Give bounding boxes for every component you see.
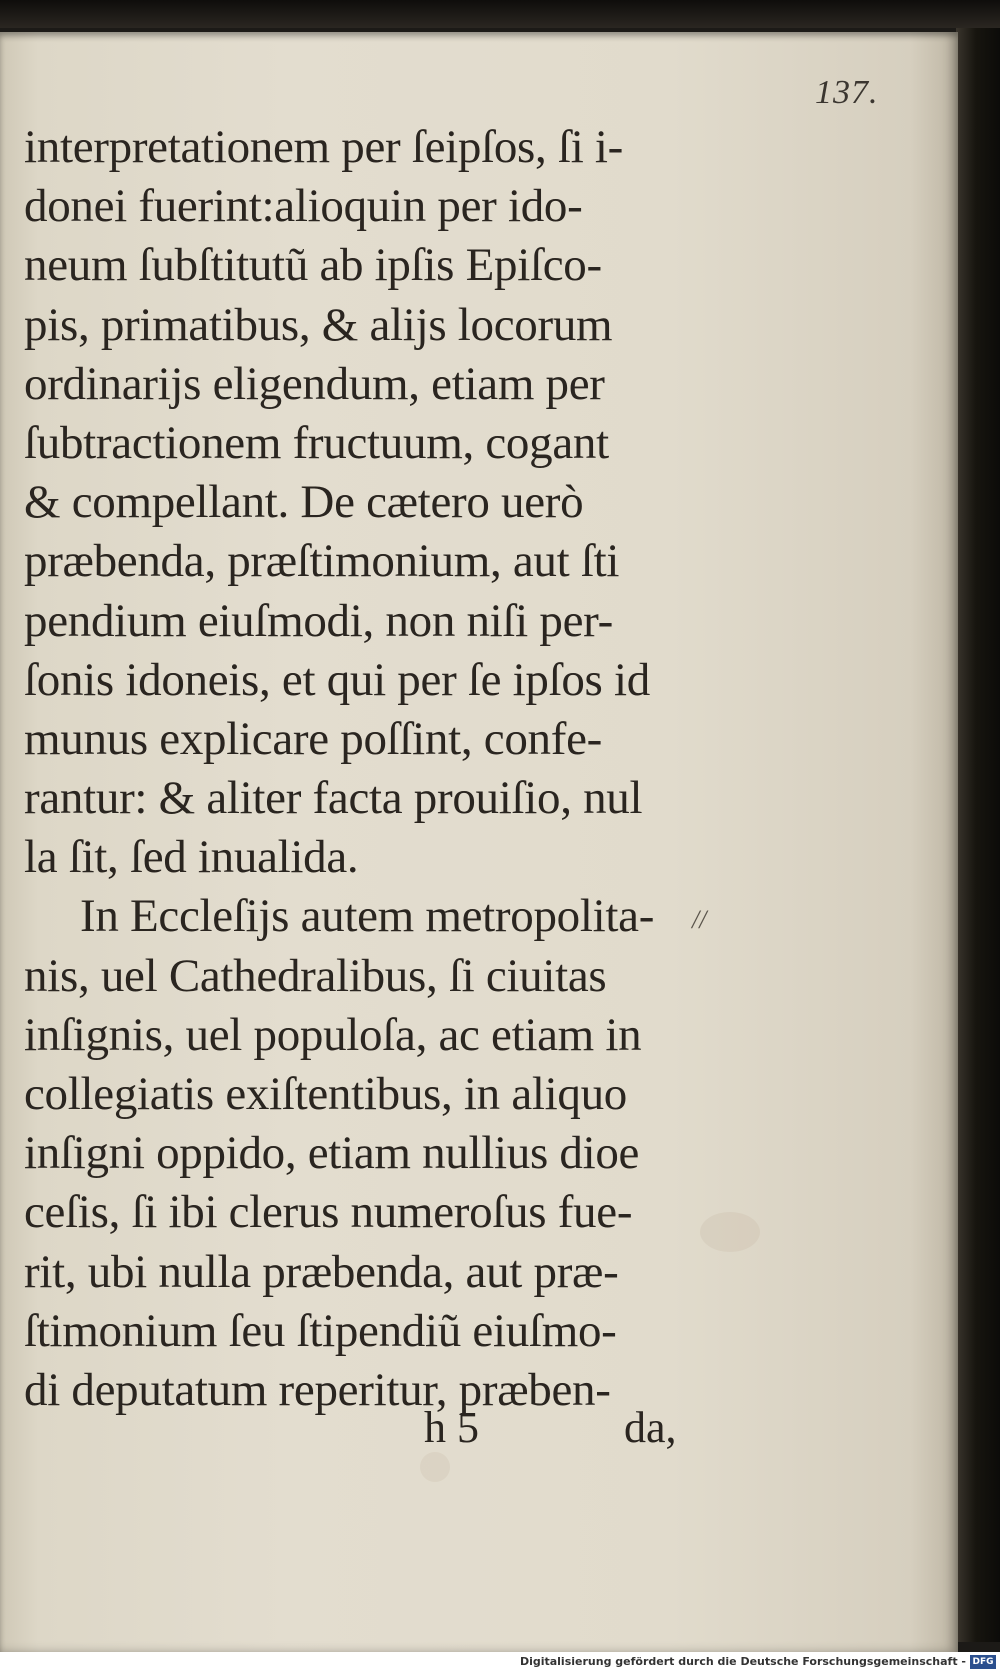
text-line: rantur: & aliter facta prouiſio, nul bbox=[24, 772, 643, 825]
text-line: præbenda, præſtimonium, aut ſti bbox=[24, 535, 620, 588]
text-line: nis, uel Cathedralibus, ſi ciuitas bbox=[24, 949, 607, 1002]
text-line: interpretationem per ſeipſos, ſi i- bbox=[24, 121, 624, 173]
text-line: ſubtractionem fructuum, cogant bbox=[24, 416, 609, 469]
body-text bbox=[24, 118, 707, 1420]
folio-number: 137. bbox=[815, 74, 879, 111]
text-line-paragraph-start: In Eccleſijs autem metropolita- bbox=[80, 890, 655, 943]
funding-credit: Digitalisierung gefördert durch die Deutsche Forschungsgemeinschaft - bbox=[519, 1655, 966, 1668]
text-line: di deputatum reperitur, præben- bbox=[24, 1363, 611, 1416]
text-line: ſtimonium ſeu ſtipendiũ eiuſmo- bbox=[24, 1304, 617, 1357]
text-line: & compellant. De cætero uerò bbox=[24, 476, 584, 529]
text-line: munus explicare poſſint, confe- bbox=[24, 712, 603, 765]
scan-top-border bbox=[0, 0, 1000, 28]
catchline bbox=[24, 1402, 704, 1462]
text-line: ſonis idoneis, et qui per ſe ipſos id bbox=[24, 653, 650, 706]
text-line: collegiatis exiſtentibus, in aliquo bbox=[24, 1068, 628, 1120]
text-line: inſignis, uel populoſa, ac etiam in bbox=[24, 1008, 642, 1061]
text-line: ordinarijs eligendum, etiam per bbox=[24, 357, 605, 410]
text-line: donei fuerint:alioquin per ido- bbox=[24, 180, 583, 233]
digitization-footer bbox=[0, 1652, 1000, 1674]
text-line: neum ſubſtitutũ ab ipſis Epiſco- bbox=[24, 239, 602, 292]
book-edge-shadow bbox=[956, 28, 1000, 1642]
text-line: ceſis, ſi ibi clerus numeroſus fue- bbox=[24, 1186, 633, 1239]
text-line: la ſit, ſed inualida. bbox=[24, 831, 359, 884]
text-line: rit, ubi nulla præbenda, aut præ- bbox=[24, 1245, 619, 1298]
text-line: pis, primatibus, & alijs locorum bbox=[24, 298, 613, 351]
page-stain bbox=[700, 1212, 760, 1252]
margin-mark: // bbox=[692, 905, 707, 934]
signature-mark: h 5 bbox=[424, 1403, 479, 1452]
text-line: pendium eiuſmodi, non niſi per- bbox=[24, 594, 613, 647]
text-line: inſigni oppido, etiam nullius dioe bbox=[24, 1127, 640, 1180]
catchword: da, bbox=[624, 1403, 677, 1452]
dfg-logo: DFG bbox=[970, 1655, 996, 1669]
